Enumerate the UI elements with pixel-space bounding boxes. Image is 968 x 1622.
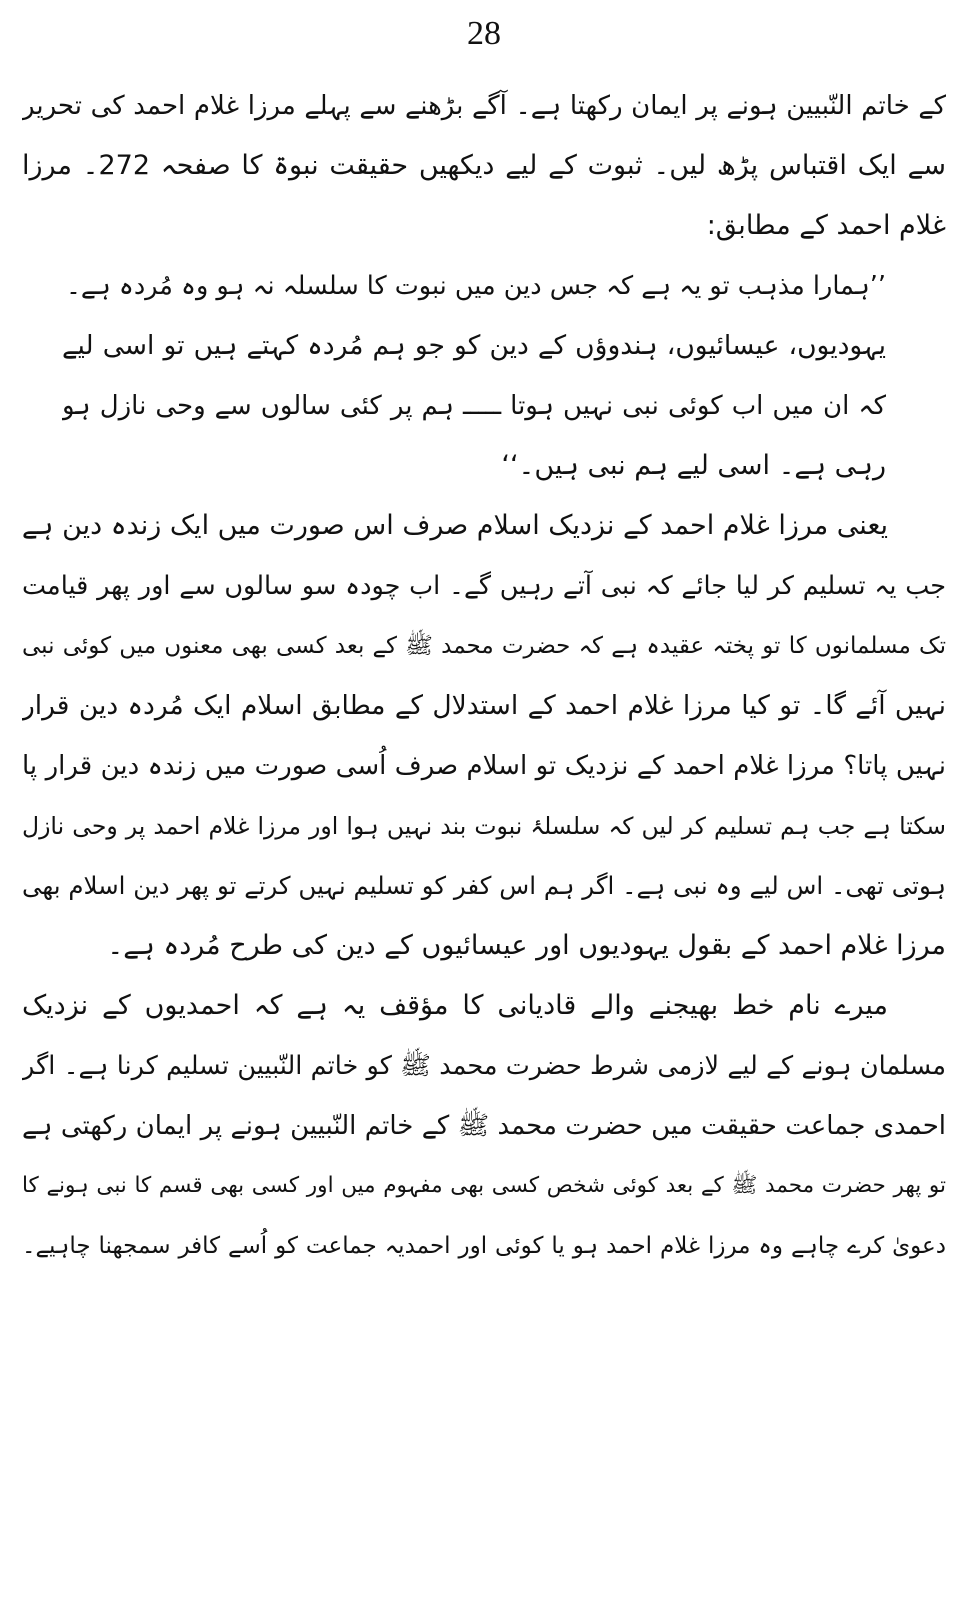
text-line: میرے نام خط بھیجنے والے قادیانی کا مؤقف یہ ہے کہ احمدیوں کے نزدیک xyxy=(22,990,888,1021)
text-line: تک مسلمانوں کا تو پختہ عقیدہ ہے کہ حضرت محمد ﷺ کے بعد کسی بھی معنوں میں کوئی نبی xyxy=(22,633,946,659)
paragraph-1 xyxy=(22,496,946,976)
text-line: یعنی مرزا غلام احمد کے نزدیک اسلام صرف اس صورت میں ایک زندہ دین ہے xyxy=(22,510,888,541)
quote-line: کہ ان میں اب کوئی نبی نہیں ہوتا ـــــ ہم پر کئی سالوں سے وحی نازل ہو xyxy=(62,391,886,421)
text-line: نہیں آئے گا۔ تو کیا مرزا غلام احمد کے استدلال کے مطابق اسلام ایک مُردہ دین قرار xyxy=(22,690,946,721)
block-quote xyxy=(62,256,886,496)
text-line: ہوتی تھی۔ اس لیے وہ نبی ہے۔ اگر ہم اس کفر کو تسلیم نہیں کرتے تو پھر دین اسلام بھی xyxy=(22,871,946,900)
paragraph-2 xyxy=(22,976,946,1276)
quote-line: ’’ہمارا مذہب تو یہ ہے کہ جس دین میں نبوت کا سلسلہ نہ ہو وہ مُردہ ہے۔ xyxy=(65,271,886,301)
text-line: سے ایک اقتباس پڑھ لیں۔ ثبوت کے لیے دیکھیں حقیقت نبوۃ کا صفحہ 272۔ مرزا xyxy=(22,150,946,181)
text-line: تو پھر حضرت محمد ﷺ کے بعد کوئی شخص کسی بھی مفہوم میں اور کسی بھی قسم کا نبی ہونے کا xyxy=(22,1173,946,1198)
intro-paragraph xyxy=(22,76,946,256)
text-line: مرزا غلام احمد کے بقول یہودیوں اور عیسائیوں کے دین کی طرح مُردہ ہے۔ xyxy=(107,930,946,961)
text-line: دعویٰ کرے چاہے وہ مرزا غلام احمد ہو یا کوئی اور احمدیہ جماعت کو اُسے کافر سمجھنا چاہیے۔ xyxy=(22,1233,946,1259)
text-line: غلام احمد کے مطابق: xyxy=(706,210,946,241)
text-line: احمدی جماعت حقیقت میں حضرت محمد ﷺ کے خاتم النّبیین ہونے پر ایمان رکھتی ہے xyxy=(22,1111,946,1141)
page-number: 28 xyxy=(467,15,501,52)
quote-line: رہی ہے۔ اسی لیے ہم نبی ہیں۔‘‘ xyxy=(501,450,886,481)
text-line: جب یہ تسلیم کر لیا جائے کہ نبی آتے رہیں گے۔ اب چودہ سو سالوں سے اور پھر قیامت xyxy=(22,571,946,601)
quote-line: یہودیوں، عیسائیوں، ہندوؤں کے دین کو جو ہم مُردہ کہتے ہیں تو اسی لیے xyxy=(62,330,886,361)
text-line: نہیں پاتا؟ مرزا غلام احمد کے نزدیک تو اسلام صرف اُسی صورت میں زندہ دین قرار پا xyxy=(22,751,946,781)
text-line: مسلمان ہونے کے لیے لازمی شرط حضرت محمد ﷺ کو خاتم النّبیین تسلیم کرنا ہے۔ اگر xyxy=(22,1051,946,1081)
page-body xyxy=(22,76,946,1276)
text-line: کے خاتم النّبیین ہونے پر ایمان رکھتا ہے۔ آگے بڑھنے سے پہلے مرزا غلام احمد کی تحریر xyxy=(22,91,946,121)
text-line: سکتا ہے جب ہم تسلیم کر لیں کہ سلسلۂ نبوت بند نہیں ہوا اور مرزا غلام احمد پر وحی نازل xyxy=(22,812,946,840)
